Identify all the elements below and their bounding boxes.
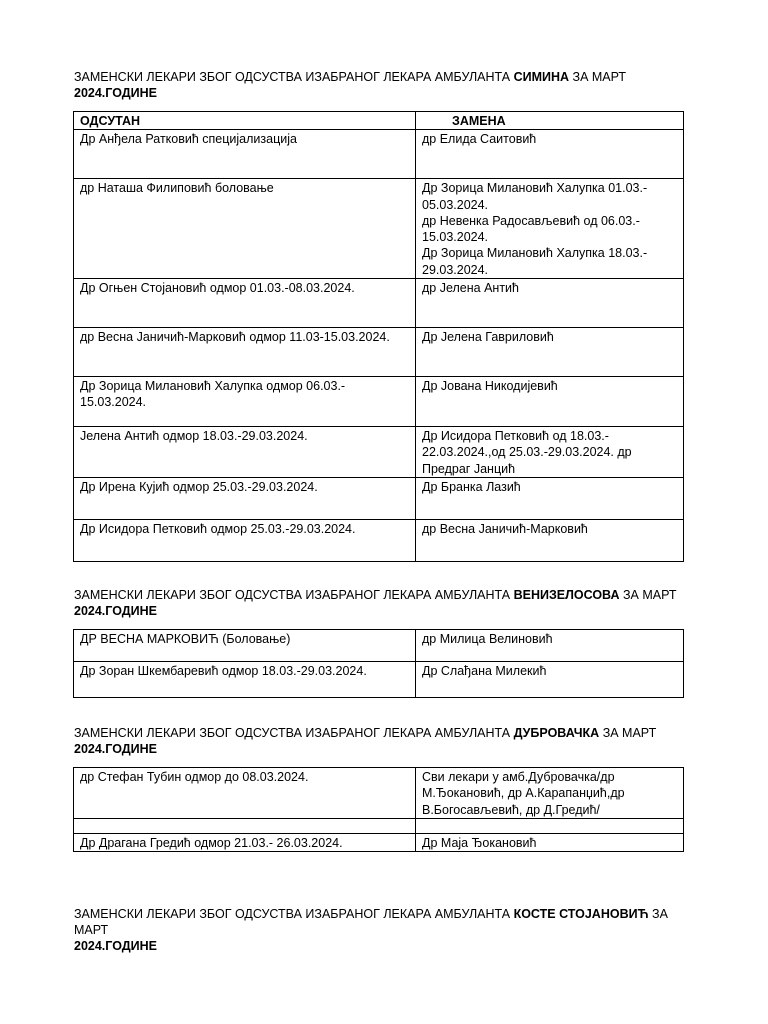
table-row: [74, 819, 684, 834]
table-row: [74, 662, 684, 698]
table-row: [74, 477, 684, 519]
heading-text: ЗАМЕНСКИ ЛЕКАРИ ЗБОГ ОДСУСТВА ИЗАБРАНОГ ЛЕКАРА АМБУЛАНТА: [74, 907, 514, 921]
column-header-replacement: ЗАМЕНА: [416, 112, 684, 130]
heading-text: ЗАМЕНСКИ ЛЕКАРИ ЗБОГ ОДСУСТВА ИЗАБРАНОГ ЛЕКАРА АМБУЛАНТА: [74, 588, 514, 602]
clinic-name: ВЕНИЗЕЛОСОВА: [513, 588, 620, 602]
replacement-doctor: [416, 819, 684, 834]
heading-suffix: ЗА МАРТ: [599, 726, 657, 740]
absent-doctor: Др Анђела Ратковић специјализација: [74, 130, 416, 179]
absent-doctor: Др Ирена Кујић одмор 25.03.-29.03.2024.: [74, 477, 416, 519]
absent-doctor: Др Зорица Милановић Халупка одмор 06.03.- 15.03.2024.: [74, 377, 416, 427]
substitutes-table-dubrovacka: [73, 767, 684, 852]
table-header-row: [74, 112, 684, 130]
replacement-doctor: Др Јелена Гавриловић: [416, 328, 684, 377]
substitutes-table-venizelosova: [73, 629, 684, 698]
absent-doctor: др Весна Јаничић-Марковић одмор 11.03-15.03.2024.: [74, 328, 416, 377]
heading-suffix: ЗА МАРТ: [569, 70, 627, 84]
replacement-doctor: др Јелена Антић: [416, 279, 684, 328]
clinic-name: КОСТЕ СТОЈАНОВИЋ: [513, 907, 649, 921]
table-row: [74, 279, 684, 328]
replacement-doctor: др Милица Велиновић: [416, 630, 684, 662]
table-row: [74, 179, 684, 279]
table-row: [74, 630, 684, 662]
absent-doctor: Др Огњен Стојановић одмор 01.03.-08.03.2024.: [74, 279, 416, 328]
absent-doctor: Др Зоран Шкембаревић одмор 18.03.-29.03.2024.: [74, 662, 416, 698]
section-heading-venizelosova: [74, 587, 704, 619]
replacement-doctor: Сви лекари у амб.Дубровачка/др М.Ђокановић, др А.Карапанџић,др В.Богосављевић, др Д.Гредић/: [416, 768, 684, 819]
absent-doctor: Др Исидора Петковић одмор 25.03.-29.03.2024.: [74, 519, 416, 561]
table-row: [74, 768, 684, 819]
absent-doctor: др Стефан Тубин одмор до 08.03.2024.: [74, 768, 416, 819]
heading-year: 2024.ГОДИНЕ: [74, 86, 158, 100]
clinic-name: ДУБРОВАЧКА: [513, 726, 600, 740]
heading-suffix: ЗА МАРТ: [619, 588, 677, 602]
replacement-doctor: Др Зорица Милановић Халупка 01.03.- 05.03.2024. др Невенка Радосављевић од 06.03.- 15.03.2024. Др Зорица Милановић Халупка 18.03.- 29.03.2024.: [416, 179, 684, 279]
replacement-doctor: др Весна Јаничић-Марковић: [416, 519, 684, 561]
table-row: [74, 377, 684, 427]
clinic-name: СИМИНА: [513, 70, 570, 84]
replacement-doctor: Др Исидора Петковић од 18.03.- 22.03.2024.,од 25.03.-29.03.2024. др Предраг Јанцић: [416, 427, 684, 478]
table-row: [74, 834, 684, 852]
absent-doctor: др Наташа Филиповић боловање: [74, 179, 416, 279]
table-row: [74, 427, 684, 478]
replacement-doctor: др Елида Саитовић: [416, 130, 684, 179]
table-row: [74, 328, 684, 377]
heading-year: 2024.ГОДИНЕ: [74, 604, 158, 618]
heading-year: 2024.ГОДИНЕ: [74, 939, 158, 953]
replacement-doctor: Др Бранка Лазић: [416, 477, 684, 519]
replacement-doctor: Др Јована Никодијевић: [416, 377, 684, 427]
heading-suffix: ЗА МАРТ: [74, 907, 668, 937]
replacement-doctor: Др Маја Ђокановић: [416, 834, 684, 852]
absent-doctor: [74, 819, 416, 834]
heading-year: 2024.ГОДИНЕ: [74, 742, 158, 756]
section-heading-koste-stojanovic: [74, 906, 704, 954]
heading-text: ЗАМЕНСКИ ЛЕКАРИ ЗБОГ ОДСУСТВА ИЗАБРАНОГ ЛЕКАРА АМБУЛАНТА: [74, 726, 514, 740]
table-row: [74, 519, 684, 561]
section-heading-simina: [74, 69, 704, 101]
heading-text: ЗАМЕНСКИ ЛЕКАРИ ЗБОГ ОДСУСТВА ИЗАБРАНОГ ЛЕКАРА АМБУЛАНТА: [74, 70, 514, 84]
table-row: [74, 130, 684, 179]
substitutes-table-simina: [73, 111, 684, 562]
absent-doctor: Јелена Антић одмор 18.03.-29.03.2024.: [74, 427, 416, 478]
column-header-absent: ОДСУТАН: [74, 112, 416, 130]
replacement-doctor: Др Слађана Милекић: [416, 662, 684, 698]
absent-doctor: Др Драгана Гредић одмор 21.03.- 26.03.2024.: [74, 834, 416, 852]
section-heading-dubrovacka: [74, 725, 704, 757]
absent-doctor: ДР ВЕСНА МАРКОВИЋ (Боловање): [74, 630, 416, 662]
